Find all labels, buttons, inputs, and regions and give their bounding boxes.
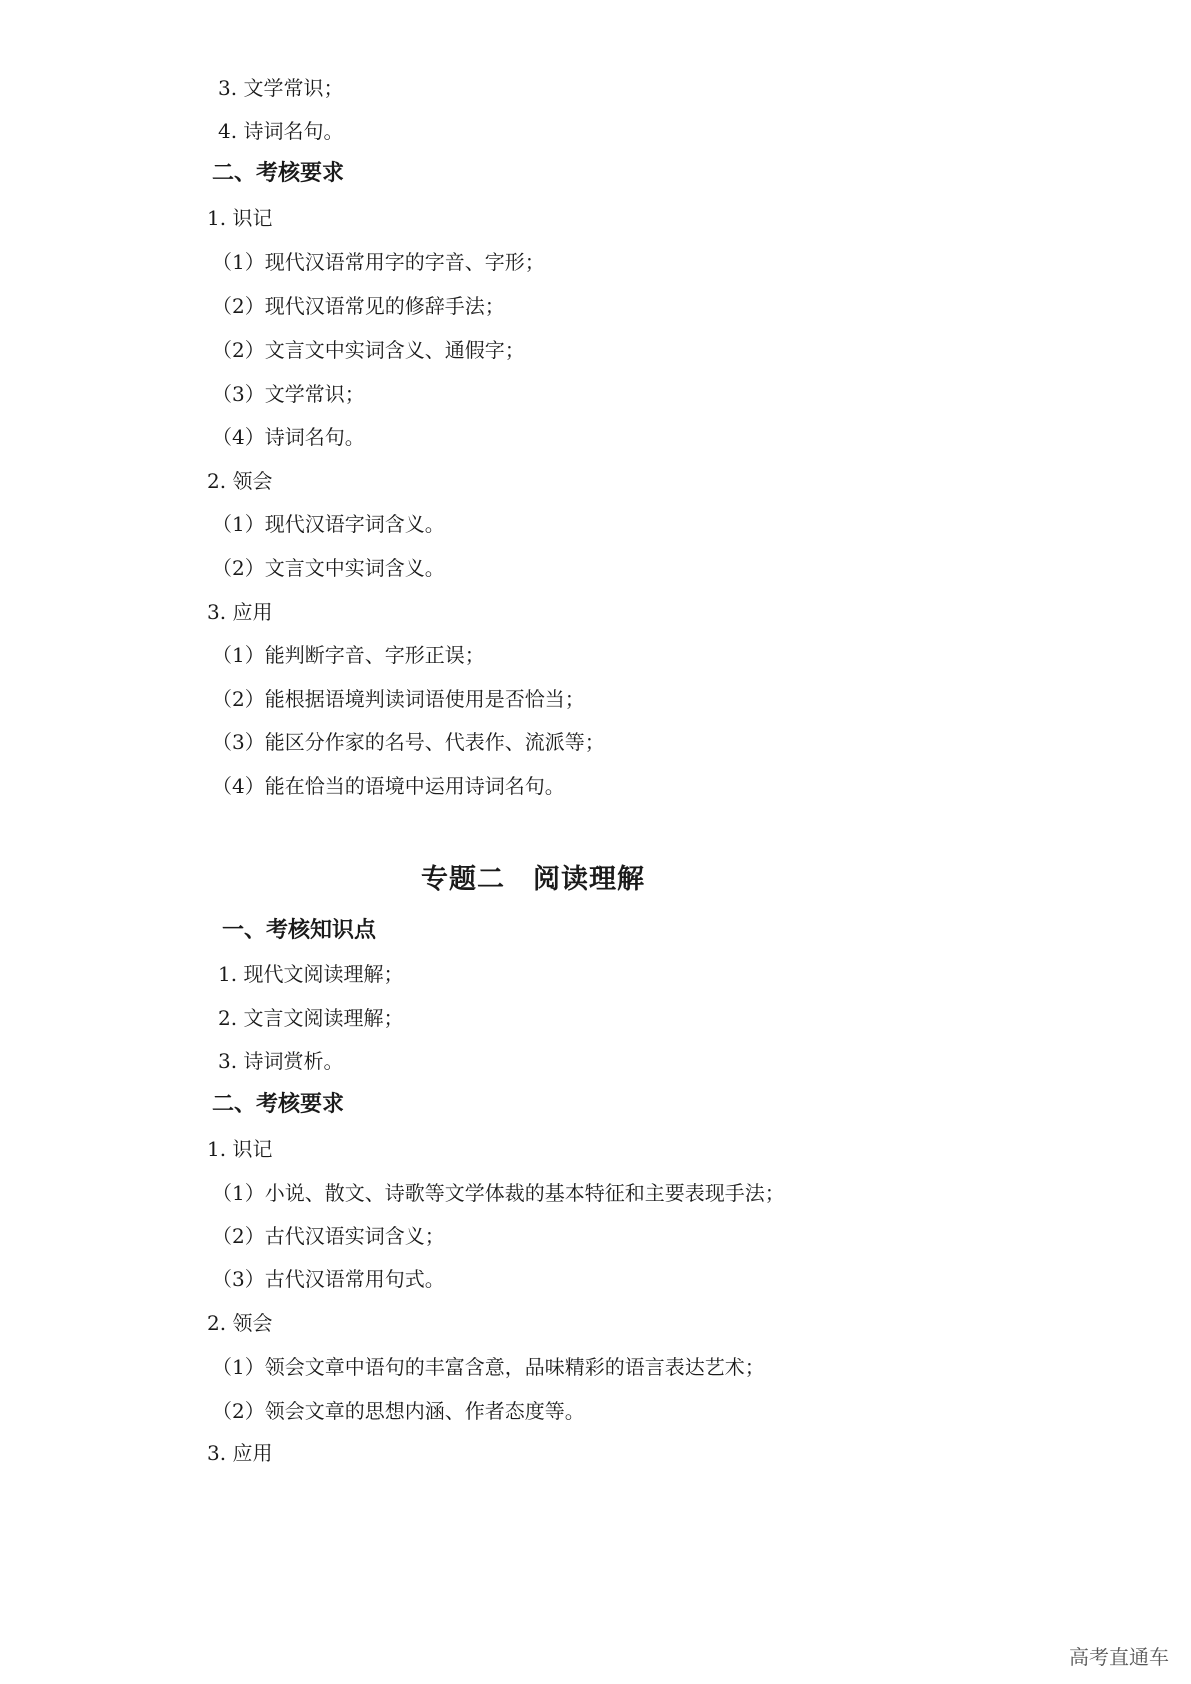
watermark: 高考直通车 bbox=[1069, 1645, 1169, 1669]
memorize-item: （1）小说、散文、诗歌等文学体裁的基本特征和主要表现手法； bbox=[212, 1181, 785, 1205]
apply-label: 3. 应用 bbox=[207, 600, 273, 624]
apply-item: （2）能根据语境判读词语使用是否恰当； bbox=[212, 687, 585, 711]
memorize-item: （2）文言文中实词含义、通假字； bbox=[212, 338, 525, 362]
comprehend-item: （1）领会文章中语句的丰富含意，品味精彩的语言表达艺术； bbox=[212, 1355, 765, 1379]
apply-label: 3. 应用 bbox=[207, 1441, 273, 1465]
memorize-item: （3）文学常识； bbox=[212, 382, 365, 406]
apply-item: （3）能区分作家的名号、代表作、流派等； bbox=[212, 730, 605, 754]
knowledge-item: 2. 文言文阅读理解； bbox=[218, 1006, 404, 1030]
comprehend-label: 2. 领会 bbox=[207, 1311, 273, 1335]
comprehend-item: （2）领会文章的思想内涵、作者态度等。 bbox=[212, 1399, 585, 1423]
apply-item: （4）能在恰当的语境中运用诗词名句。 bbox=[212, 774, 565, 798]
knowledge-item: 3. 诗词赏析。 bbox=[218, 1049, 344, 1073]
memorize-label: 1. 识记 bbox=[207, 206, 273, 230]
memorize-item: （4）诗词名句。 bbox=[212, 425, 365, 449]
knowledge-item: 4. 诗词名句。 bbox=[218, 119, 344, 143]
knowledge-item: 3. 文学常识； bbox=[218, 76, 344, 100]
memorize-item: （2）现代汉语常见的修辞手法； bbox=[212, 294, 505, 318]
memorize-item: （3）古代汉语常用句式。 bbox=[212, 1267, 445, 1291]
comprehend-item: （2）文言文中实词含义。 bbox=[212, 556, 445, 580]
section-heading-requirements: 二、考核要求 bbox=[212, 1092, 345, 1117]
topic-title: 专题二 阅读理解 bbox=[421, 864, 645, 895]
knowledge-item: 1. 现代文阅读理解； bbox=[218, 962, 404, 986]
apply-item: （1）能判断字音、字形正误； bbox=[212, 643, 485, 667]
comprehend-label: 2. 领会 bbox=[207, 469, 273, 493]
section-heading-knowledge: 一、考核知识点 bbox=[222, 918, 377, 943]
memorize-item: （1）现代汉语常用字的字音、字形； bbox=[212, 250, 545, 274]
memorize-label: 1. 识记 bbox=[207, 1137, 273, 1161]
section-heading-requirements: 二、考核要求 bbox=[212, 161, 345, 186]
comprehend-item: （1）现代汉语字词含义。 bbox=[212, 512, 445, 536]
memorize-item: （2）古代汉语实词含义； bbox=[212, 1224, 445, 1248]
